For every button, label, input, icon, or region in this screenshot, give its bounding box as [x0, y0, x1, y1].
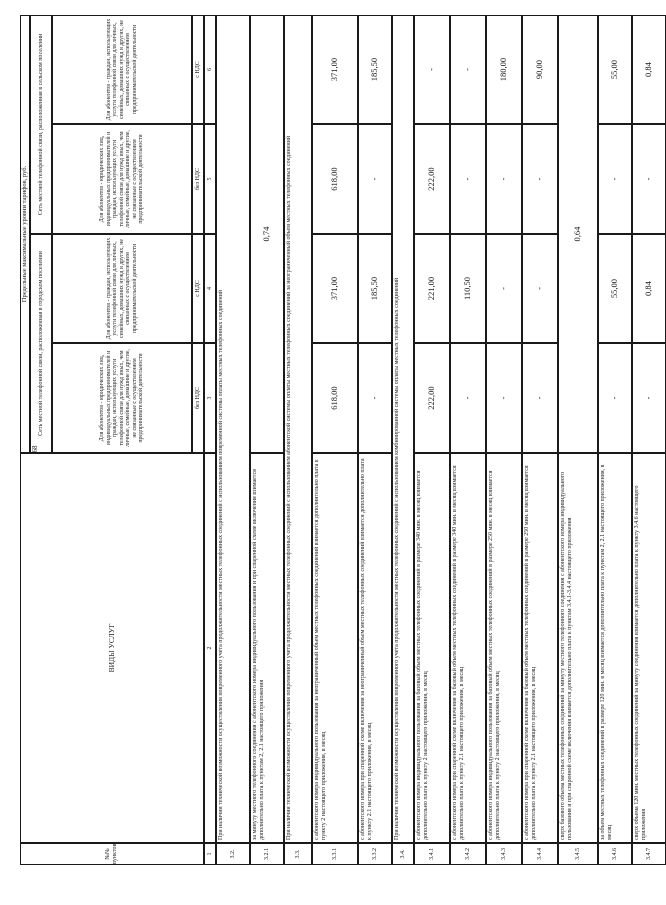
header-tariff-levels: Предельные максимальные уровни тарифов, руб. [20, 15, 30, 453]
tariff-value: 371,00 [312, 15, 358, 124]
service-description: с абонентского номера индивидуального пользования за базовый объем местных телефонных соединений в размере 250 мин. в месяц взимается дополнительно плата к пункту 2 настоящего приложения, в месяц [486, 453, 522, 843]
column-number: 3 [204, 343, 216, 453]
row-number: 3.4.4 [522, 843, 558, 865]
tariff-value: - [522, 234, 558, 343]
tariff-value: - [358, 124, 392, 234]
tariff-value: 180,00 [486, 15, 522, 124]
service-description: с абонентского номера индивидуального пользования за базовый объем местных телефонных соединений в размере 340 мин. в месяц взимается дополнительно плата к пункту 2 настоящего приложения, в месяц [414, 453, 450, 843]
tariff-value: 0,84 [632, 234, 666, 343]
tariff-table [20, 15, 654, 865]
service-description: с абонентского номера при спаренной схеме включения за базовый объем местных телефонных соединений в размере 250 мин. в месяц взимается дополнительно плата к пункту 2.1 настоящего приложения, в месяц [522, 453, 558, 843]
section-title: При наличии технической возможности осуществления повременного учета продолжительности местных телефонных соединений с использованием повременной системы оплаты местных телефонных соединений [216, 15, 250, 843]
row-number: 3.4.3 [486, 843, 522, 865]
tariff-value: - [450, 15, 486, 124]
column-number: 1 [204, 843, 216, 865]
header-rural-network: Сеть местной телефонной связи, расположенная в сельском поселении [30, 15, 52, 234]
header-item-number: №№ пунктов [20, 843, 204, 865]
tariff-value: 185,50 [358, 15, 392, 124]
tariff-value: - [414, 15, 450, 124]
tariff-value: - [486, 124, 522, 234]
tariff-value: - [522, 343, 558, 453]
tariff-value: 221,00 [414, 234, 450, 343]
vat-label: с НДС [192, 234, 204, 343]
tariff-value: 371,00 [312, 234, 358, 343]
tariff-value: 55,00 [598, 234, 632, 343]
header-urban-private: Для абонентов - граждан, использующих услуги телефонной связи для личных, семейных, домашних нужд и других, не связанных с осуществлением предпринимательской деятельности [52, 234, 192, 343]
tariff-value: - [632, 343, 666, 453]
tariff-value: 222,00 [414, 343, 450, 453]
tariff-value: 110,50 [450, 234, 486, 343]
tariff-value: - [450, 124, 486, 234]
tariff-value: - [486, 343, 522, 453]
service-description: с абонентского номера при спаренной схеме включения за базовый объем местных телефонных соединений в размере 340 мин. в месяц взимается дополнительно плата к пункту 2.1 настоящего приложения, в месяц [450, 453, 486, 843]
service-description: сверх базового объема местных телефонных соединений за минуту местного телефонного соединения с абонентского номера индивидуального пользования и при спаренной схеме включения взимается дополнительно плата к пунктам 3.4.1-3.4.4 настоящего приложения [558, 453, 598, 843]
tariff-value: - [522, 124, 558, 234]
row-number: 3.4.1 [414, 843, 450, 865]
column-number: 2 [204, 453, 216, 843]
service-description: сверх объема 120 мин. местных телефонных соединений за минуту соединения взимается дополнительно плата к пункту 3.4.6 настоящего приложения [632, 453, 666, 843]
vat-label: без НДС [192, 343, 204, 453]
page-number: 68 [31, 445, 39, 453]
tariff-value-merged: 0,64 [558, 15, 598, 453]
row-number: 3.3.1 [312, 843, 358, 865]
header-urban-business: Для абонентов - юридических лиц, индивидуальных предпринимателей и граждан, использующих услуги телефонной связи для нужд иных, чем личные, семейные, домашние и другие, не связанные с осуществлением предпринимательской деятельности [52, 343, 192, 453]
vat-label: с НДС [192, 15, 204, 124]
tariff-value: - [598, 343, 632, 453]
section-title: При наличии технической возможности осуществления повременного учета продолжительности местных телефонных соединений с использованием абонентской системы оплаты местных телефонных соединений за неограниченный объем местных телефонных соединений [284, 15, 312, 843]
row-number: 3.3.2 [358, 843, 392, 865]
tariff-value: 55,00 [598, 15, 632, 124]
tariff-value: - [486, 234, 522, 343]
tariff-value: - [632, 124, 666, 234]
service-description: с абонентского номера индивидуального пользования за неограниченный объем местных телефонных соединений взимается дополнительно плата к пункту 2 настоящего приложения, в месяц [312, 453, 358, 843]
row-number: 3.4.2 [450, 843, 486, 865]
tariff-value: - [450, 343, 486, 453]
row-number: 3.3. [284, 843, 312, 865]
column-number: 5 [204, 124, 216, 234]
tariff-value: 618,00 [312, 343, 358, 453]
vat-label: без НДС [192, 124, 204, 234]
column-number: 6 [204, 15, 216, 124]
column-number: 4 [204, 234, 216, 343]
header-urban-network: Сеть местной телефонной связи, расположенная в городском поселении [30, 234, 52, 453]
service-description: за минуту местного телефонного соединения с абонентского номера индивидуального пользования и при спаренной схеме включения взимается дополнительно плата к пунктам 2, 2.1 настоящего приложения [250, 453, 284, 843]
service-description: за объем местных телефонных соединений в размере 120 мин. в месяц взимается дополнительно плата к пунктам 2, 2.1 настоящего приложения, в месяц [598, 453, 632, 843]
tariff-value: 0,84 [632, 15, 666, 124]
row-number: 3.2.1 [250, 843, 284, 865]
tariff-value: 222,00 [414, 124, 450, 234]
section-title: При наличии технической возможности осуществления повременного учета продолжительности местных телефонных соединений с использованием комбинированной системы оплаты местных телефонных соединений [392, 15, 414, 843]
tariff-value: 90,00 [522, 15, 558, 124]
row-number: 3.4.6 [598, 843, 632, 865]
header-service-types: ВИДЫ УСЛУГ [20, 453, 204, 843]
tariff-value: - [358, 343, 392, 453]
tariff-value-merged: 0,74 [250, 15, 284, 453]
service-description: с абонентского номера при спаренной схеме включения за неограниченный объем местных телефонных соединений взимается дополнительно плата к пункту 2.1 настоящего приложения, в месяц [358, 453, 392, 843]
row-number: 3.4. [392, 843, 414, 865]
header-rural-private: Для абонентов - граждан, использующих услуги телефонной связи для личных, семейных, домашних нужд и других, не связанных с осуществлением предпринимательской деятельности [52, 15, 192, 124]
tariff-value: 618,00 [312, 124, 358, 234]
row-number: 3.4.7 [632, 843, 666, 865]
header-rural-business: Для абонентов - юридических лиц, индивидуальных предпринимателей и граждан, использующих услуги телефонной связи для нужд иных, чем личные, семейные, домашние и другие, не связанные с осуществлением предпринимательской деятельности [52, 124, 192, 234]
tariff-value: 185,50 [358, 234, 392, 343]
tariff-value: - [598, 124, 632, 234]
row-number: 3.4.5 [558, 843, 598, 865]
row-number: 3.2. [216, 843, 250, 865]
